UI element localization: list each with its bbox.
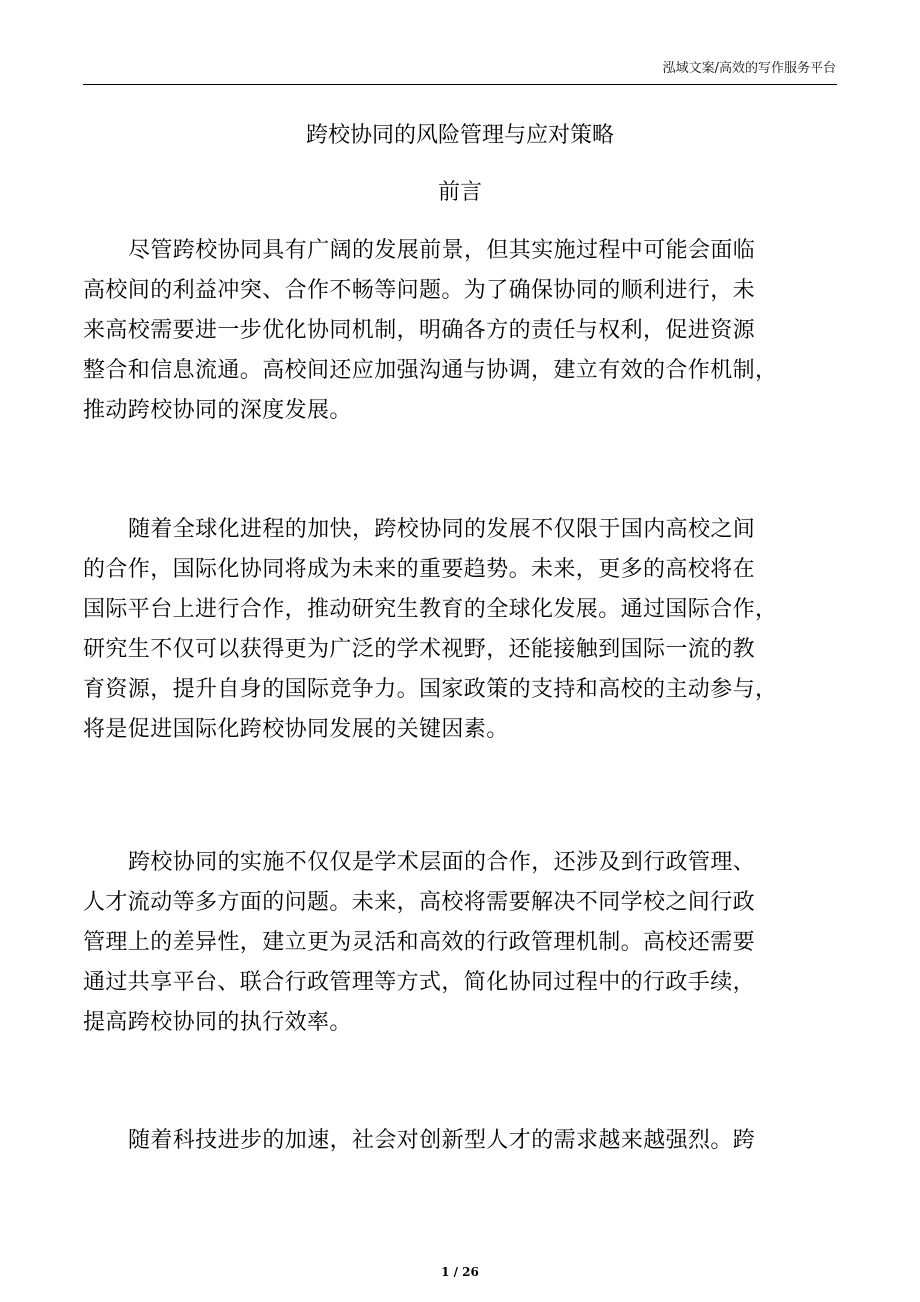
paragraph-line: 跨校协同的实施不仅仅是学术层面的合作，还涉及到行政管理、 bbox=[128, 850, 756, 875]
page-number: 1 / 26 bbox=[441, 1265, 479, 1279]
paragraph-line: 高校间的利益冲突、合作不畅等问题。为了确保协同的顺利进行，未 bbox=[83, 278, 756, 303]
paragraph-line: 尽管跨校协同具有广阔的发展前景，但其实施过程中可能会面临 bbox=[128, 238, 756, 263]
section-heading: 前言 bbox=[437, 180, 482, 205]
header-text: 泓域文案/高效的写作服务平台 bbox=[662, 61, 836, 76]
paragraph-line: 管理上的差异性，建立更为灵活和高效的行政管理机制。高校还需要 bbox=[83, 930, 756, 955]
paragraph-line: 随着科技进步的加速，社会对创新型人才的需求越来越强烈。跨 bbox=[128, 1128, 756, 1153]
paragraph-line: 来高校需要进一步优化协同机制，明确各方的责任与权利，促进资源 bbox=[83, 318, 756, 343]
paragraph-line: 整合和信息流通。高校间还应加强沟通与协调，建立有效的合作机制， bbox=[83, 358, 778, 383]
paragraph-3 bbox=[83, 843, 853, 1043]
paragraph-line: 的合作，国际化协同将成为未来的重要趋势。未来，更多的高校将在 bbox=[83, 557, 756, 582]
paragraph-line: 提高跨校协同的执行效率。 bbox=[83, 1010, 352, 1035]
paragraph-line: 通过共享平台、联合行政管理等方式，简化协同过程中的行政手续， bbox=[83, 970, 756, 995]
paragraph-line: 人才流动等多方面的问题。未来，高校将需要解决不同学校之间行政 bbox=[83, 890, 756, 915]
paragraph-2 bbox=[83, 510, 853, 750]
paragraph-1 bbox=[83, 231, 853, 431]
paragraph-4 bbox=[83, 1121, 853, 1161]
document-title: 跨校协同的风险管理与应对策略 bbox=[305, 123, 614, 148]
paragraph-line: 国际平台上进行合作，推动研究生教育的全球化发展。通过国际合作， bbox=[83, 597, 778, 622]
paragraph-line: 推动跨校协同的深度发展。 bbox=[83, 398, 352, 423]
header-divider bbox=[83, 84, 837, 85]
paragraph-line: 随着全球化进程的加快，跨校协同的发展不仅限于国内高校之间 bbox=[128, 517, 756, 542]
paragraph-line: 将是促进国际化跨校协同发展的关键因素。 bbox=[83, 717, 509, 742]
paragraph-line: 研究生不仅可以获得更为广泛的学术视野，还能接触到国际一流的教 bbox=[83, 637, 756, 662]
paragraph-line: 育资源，提升自身的国际竞争力。国家政策的支持和高校的主动参与， bbox=[83, 677, 778, 702]
